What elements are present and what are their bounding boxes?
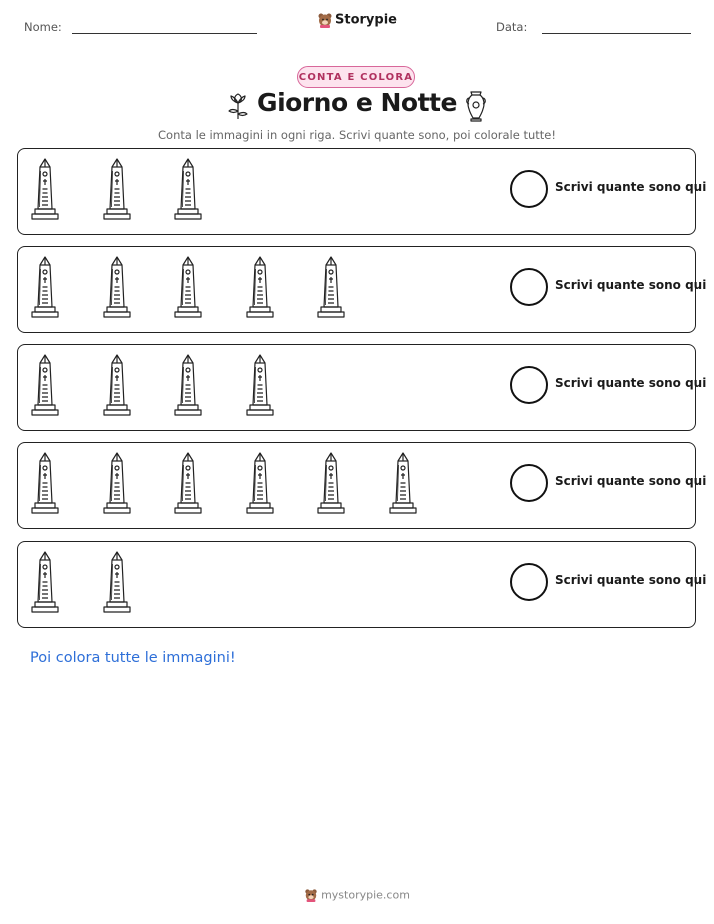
answer-circle[interactable] (510, 464, 548, 502)
date-label: Data: (496, 20, 528, 34)
answer-label: Scrivi quante sono qui (555, 474, 707, 488)
brand-name: Storypie (335, 12, 397, 28)
brand (0, 12, 714, 28)
vase-icon (465, 90, 487, 122)
obelisk-icon[interactable] (29, 353, 61, 417)
obelisk-icon[interactable] (315, 451, 347, 515)
storypie-bear-logo-icon (304, 888, 318, 902)
answer-circle[interactable] (510, 366, 548, 404)
answer-label: Scrivi quante sono qui (555, 180, 707, 194)
obelisk-icon[interactable] (172, 157, 204, 221)
obelisk-icon[interactable] (172, 353, 204, 417)
obelisk-icon[interactable] (101, 451, 133, 515)
obelisk-icon[interactable] (101, 255, 133, 319)
answer-label: Scrivi quante sono qui (555, 376, 707, 390)
answer-label: Scrivi quante sono qui (555, 278, 707, 292)
obelisk-icon[interactable] (29, 157, 61, 221)
answer-label: Scrivi quante sono qui (555, 573, 707, 587)
obelisk-icon[interactable] (244, 451, 276, 515)
obelisk-icon[interactable] (315, 255, 347, 319)
counting-row (17, 148, 707, 235)
counting-row (17, 541, 707, 628)
counting-row (17, 246, 707, 333)
obelisk-icon[interactable] (387, 451, 419, 515)
answer-circle[interactable] (510, 268, 548, 306)
name-line[interactable] (72, 33, 257, 34)
obelisk-icon[interactable] (172, 451, 204, 515)
obelisk-icon[interactable] (101, 157, 133, 221)
activity-badge: CONTA E COLORA (297, 66, 415, 88)
instructions: Conta le immagini in ogni riga. Scrivi quante sono, poi colorale tutte! (158, 128, 556, 142)
obelisk-icon[interactable] (29, 255, 61, 319)
page-title: Giorno e Notte (257, 88, 457, 117)
counting-row (17, 442, 707, 529)
answer-circle[interactable] (510, 563, 548, 601)
obelisk-icon[interactable] (172, 255, 204, 319)
answer-circle[interactable] (510, 170, 548, 208)
obelisk-icon[interactable] (244, 353, 276, 417)
footer-note: Poi colora tutte le immagini! (30, 650, 236, 666)
website-footer (0, 888, 714, 902)
obelisk-icon[interactable] (244, 255, 276, 319)
website-url: mystorypie.com (321, 888, 410, 902)
obelisk-icon[interactable] (101, 550, 133, 614)
counting-row (17, 344, 707, 431)
obelisk-icon[interactable] (29, 451, 61, 515)
date-line[interactable] (542, 33, 691, 34)
obelisk-icon[interactable] (101, 353, 133, 417)
obelisk-icon[interactable] (29, 550, 61, 614)
storypie-bear-logo-icon (317, 12, 333, 28)
name-label: Nome: (24, 20, 62, 34)
